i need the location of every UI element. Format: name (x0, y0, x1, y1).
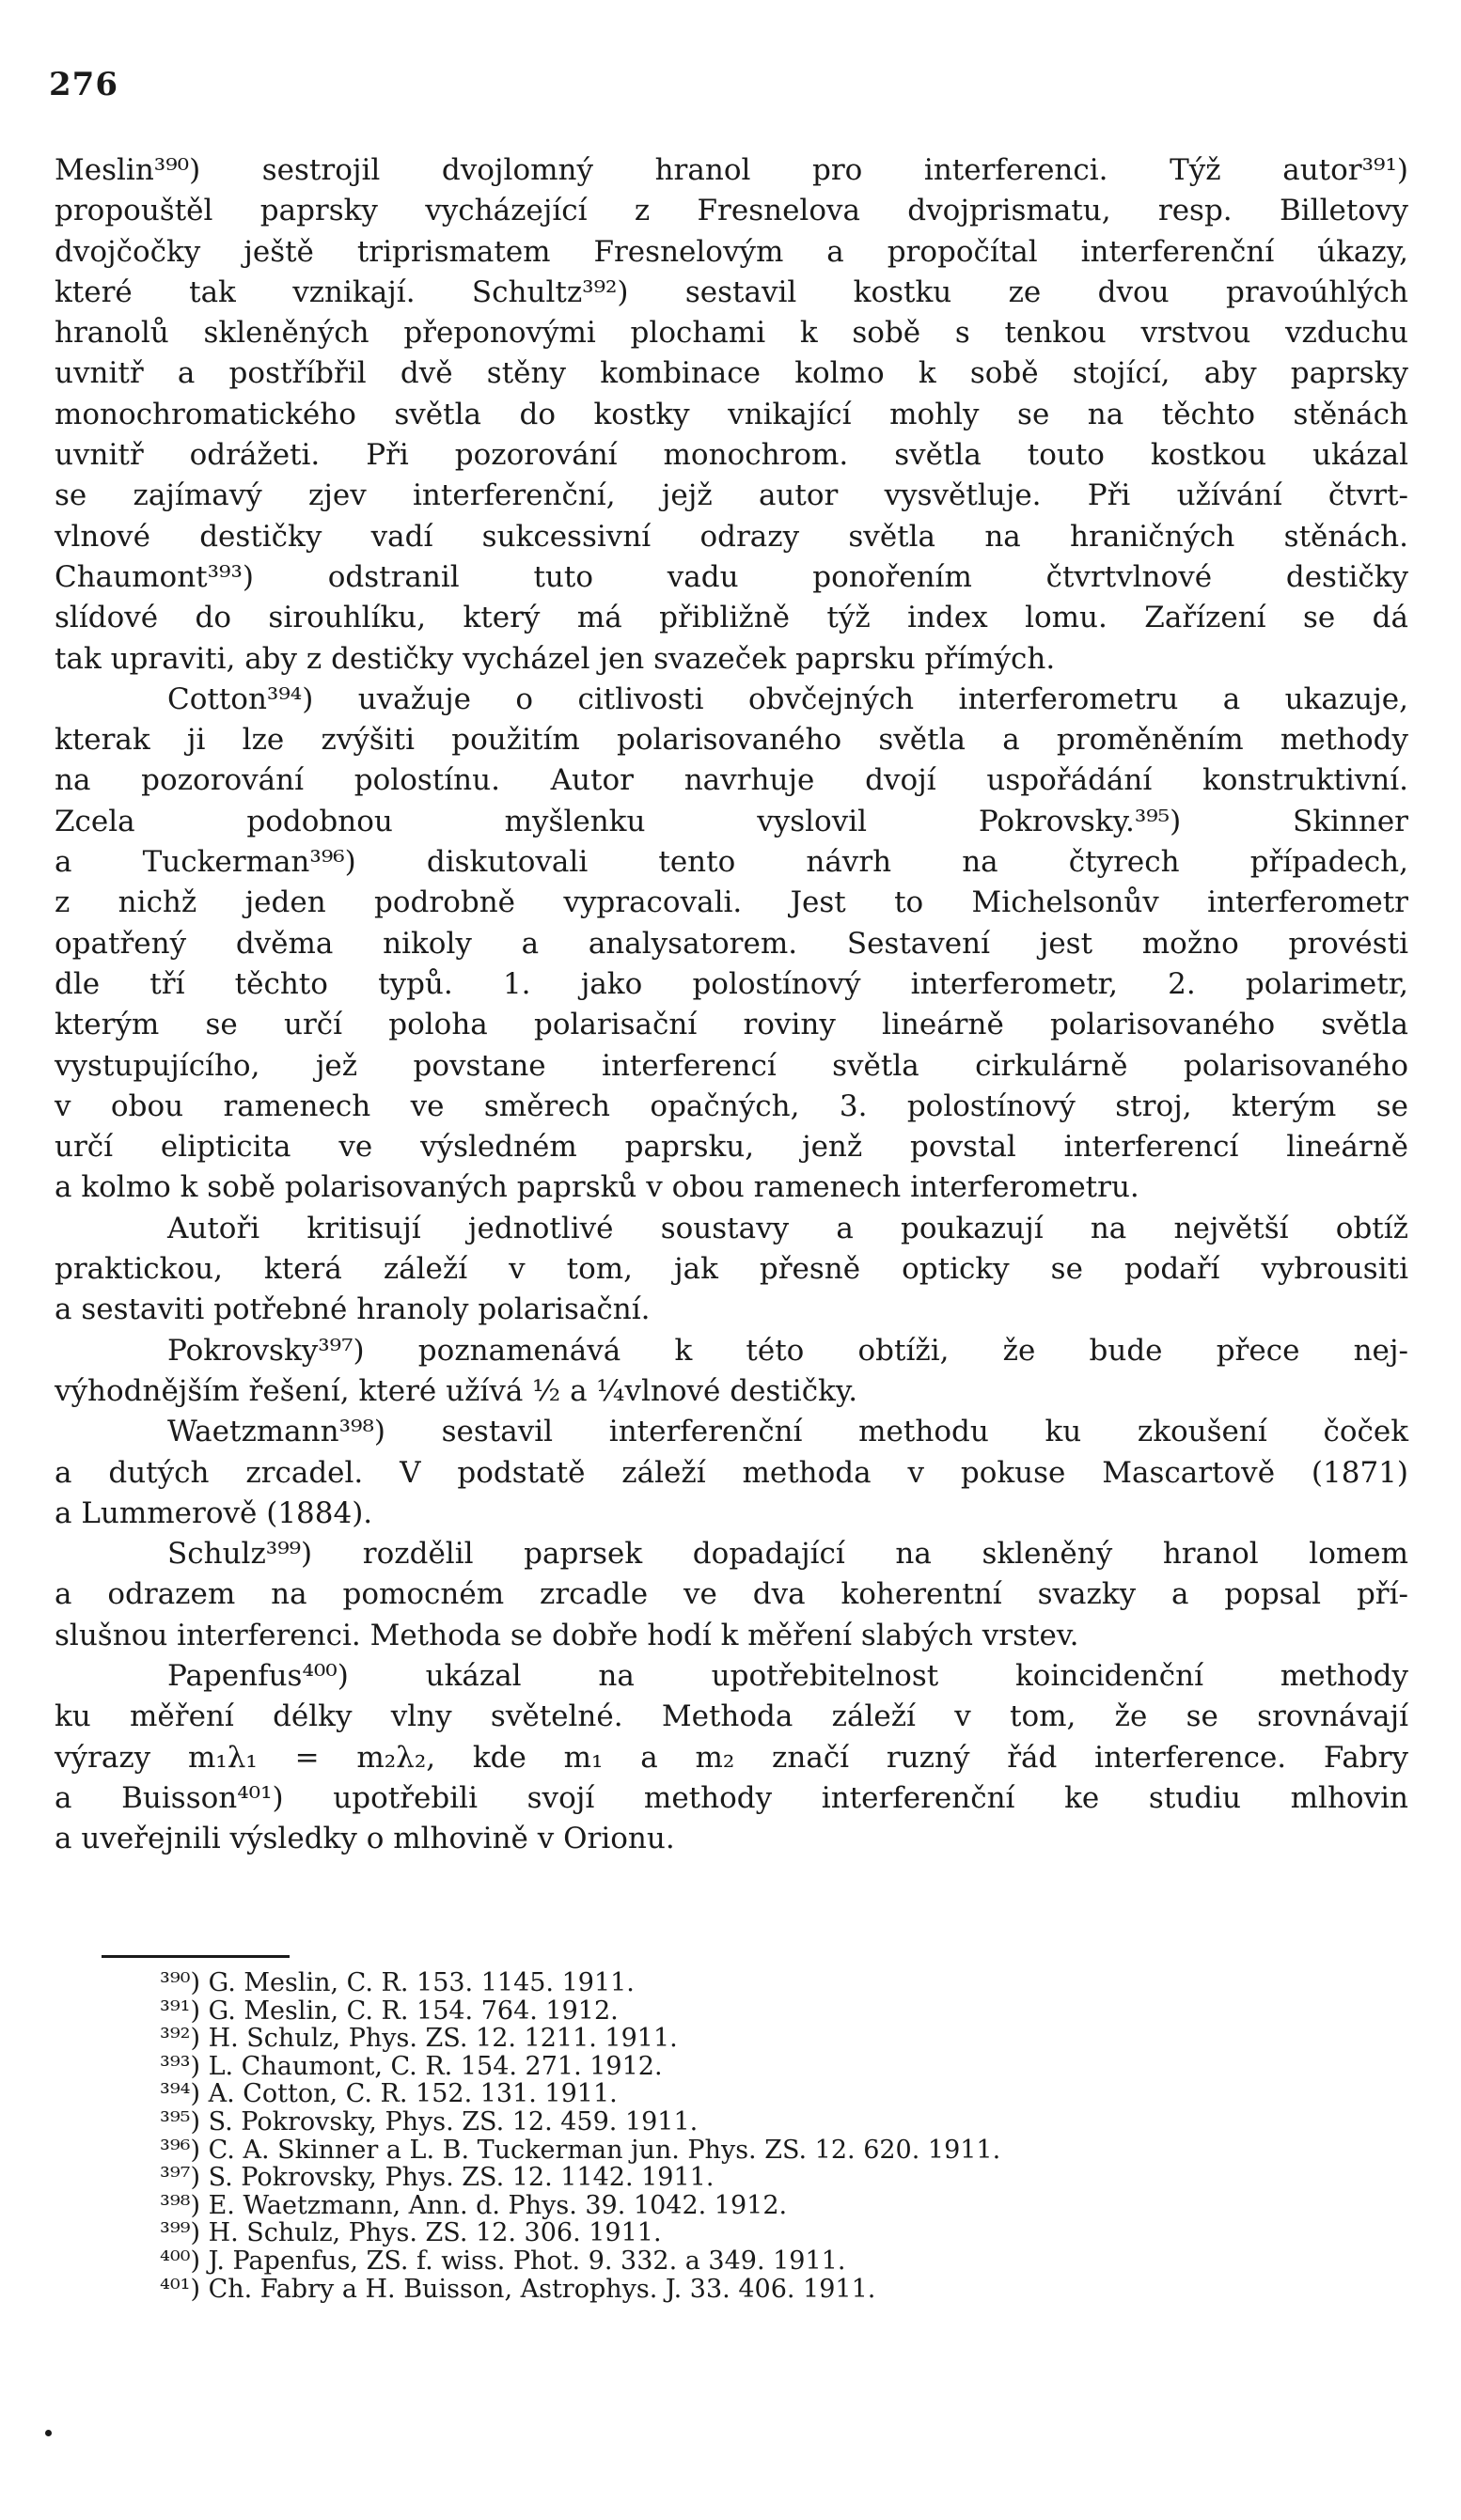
footnote: ³⁹³) L. Chaumont, C. R. 154. 271. 1912. (160, 2051, 663, 2081)
text-line: a sestaviti potřebné hranoly polarisační. (55, 1292, 651, 1327)
text-line: kterým se určí poloha polarisační roviny lineárně polarisovaného světla (55, 1008, 1408, 1042)
text-line: Meslin³⁹⁰) sestrojil dvojlomný hranol pro interferenci. Týž autor³⁹¹) (55, 153, 1408, 187)
text-line: vystupujícího, jež povstane interferencí světla cirkulárně polarisovaného (55, 1048, 1408, 1083)
text-line: slídové do sirouhlíku, který má přibližně týž index lomu. Zařízení se dá (55, 601, 1408, 635)
text-line: uvnitř a postříbřil dvě stěny kombinace kolmo k sobě stojící, aby paprsky (55, 356, 1408, 391)
text-line: praktickou, která záleží v tom, jak přesně opticky se podaří vybrousiti (55, 1252, 1408, 1287)
text-line: a odrazem na pomocném zrcadle ve dva koherentní svazky a popsal pří- (55, 1577, 1408, 1612)
text-line: Schulz³⁹⁹) rozdělil paprsek dopadající na skleněný hranol lomem (167, 1537, 1408, 1572)
footnote: ⁴⁰¹) Ch. Fabry a H. Buisson, Astrophys. J. 33. 406. 1911. (160, 2274, 876, 2304)
footnote: ³⁹⁸) E. Waetzmann, Ann. d. Phys. 39. 1042. 1912. (160, 2190, 788, 2220)
text-line: slušnou interferenci. Methoda se dobře hodí k měření slabých vrstev. (55, 1618, 1079, 1652)
text-line: tak upraviti, aby z destičky vycházel jen svazeček paprsku přímých. (55, 641, 1056, 676)
print-mark (45, 2430, 52, 2436)
text-line: Autoři kritisují jednotlivé soustavy a poukazují na největší obtíž (167, 1211, 1408, 1245)
text-line: které tak vznikají. Schultz³⁹²) sestavil kostku ze dvou pravoúhlých (55, 274, 1408, 309)
footnote: ³⁹¹) G. Meslin, C. R. 154. 764. 1912. (160, 1996, 619, 2026)
text-line: výrazy m₁λ₁ = m₂λ₂, kde m₁ a m₂ značí ruzný řád interference. Fabry (55, 1740, 1408, 1775)
text-line: se zajímavý zjev interferenční, jejž autor vysvětluje. Při užívání čtvrt- (55, 478, 1408, 513)
footnote: ³⁹⁹) H. Schulz, Phys. ZS. 12. 306. 1911. (160, 2218, 662, 2248)
text-line: Pokrovsky³⁹⁷) poznamenává k této obtíži, že bude přece nej- (167, 1333, 1408, 1368)
footnote: ³⁹²) H. Schulz, Phys. ZS. 12. 1211. 1911. (160, 2024, 678, 2054)
text-line: opatřený dvěma nikoly a analysatorem. Sestavení jest možno provésti (55, 926, 1408, 961)
text-line: z nichž jeden podrobně vypracovali. Jest to Michelsonův interferometr (55, 885, 1408, 920)
footnote: ⁴⁰⁰) J. Papenfus, ZS. f. wiss. Phot. 9. 332. a 349. 1911. (160, 2246, 846, 2276)
text-line: propouštěl paprsky vycházející z Fresnelova dvojprismatu, resp. Billetovy (55, 194, 1408, 228)
footnote: ³⁹⁰) G. Meslin, C. R. 153. 1145. 1911. (160, 1968, 635, 1997)
footnote: ³⁹⁴) A. Cotton, C. R. 152. 131. 1911. (160, 2079, 618, 2109)
text-line: kterak ji lze zvýšiti použitím polarisovaného světla a proměněním methody (55, 723, 1408, 758)
text-line: Cotton³⁹⁴) uvažuje o citlivosti obvčejných interferometru a ukazuje, (167, 681, 1408, 716)
text-line: hranolů skleněných přeponovými plochami k sobě s tenkou vrstvou vzduchu (55, 316, 1408, 351)
text-line: a uveřejnili výsledky o mlhovině v Orionu. (55, 1822, 675, 1856)
text-line: monochromatického světla do kostky vnikající mohly se na těchto stěnách (55, 397, 1408, 431)
page-number: 276 (49, 66, 118, 103)
text-line: a kolmo k sobě polarisovaných paprsků v obou ramenech interferometru. (55, 1170, 1139, 1205)
text-line: a Buisson⁴⁰¹) upotřebili svojí methody interferenční ke studiu mlhovin (55, 1780, 1408, 1815)
body-text (55, 150, 1408, 1859)
text-line: a Lummerově (1884). (55, 1495, 373, 1530)
text-line: určí elipticita ve výsledném paprsku, jenž povstal interferencí lineárně (55, 1130, 1408, 1165)
text-line: Papenfus⁴⁰⁰) ukázal na upotřebitelnost koincidenční methody (167, 1658, 1408, 1693)
text-line: uvnitř odrážeti. Při pozorování monochrom. světla touto kostkou ukázal (55, 438, 1408, 473)
text-line: Zcela podobnou myšlenku vyslovil Pokrovsky.³⁹⁵) Skinner (55, 804, 1408, 838)
text-line: výhodnějším řešení, které užívá ½ a ¼vlnové destičky. (55, 1373, 858, 1408)
footnote: ³⁹⁵) S. Pokrovsky, Phys. ZS. 12. 459. 1911. (160, 2106, 699, 2137)
text-line: vlnové destičky vadí sukcessivní odrazy světla na hraničných stěnách. (55, 519, 1408, 554)
text-line: Waetzmann³⁹⁸) sestavil interferenční methodu ku zkoušení čoček (167, 1415, 1408, 1449)
footnote: ³⁹⁶) C. A. Skinner a L. B. Tuckerman jun. Phys. ZS. 12. 620. 1911. (160, 2135, 1001, 2165)
text-line: dle tří těchto typů. 1. jako polostínový interferometr, 2. polarimetr, (55, 966, 1408, 1001)
footnote: ³⁹⁷) S. Pokrovsky, Phys. ZS. 12. 1142. 1911. (160, 2163, 715, 2193)
text-line: ku měření délky vlny světelné. Methoda záleží v tom, že se srovnávají (55, 1699, 1408, 1734)
footnote-separator (102, 1955, 290, 1958)
text-line: a Tuckerman³⁹⁶) diskutovali tento návrh na čtyrech případech, (55, 845, 1408, 880)
text-line: v obou ramenech ve směrech opačných, 3. polostínový stroj, kterým se (55, 1088, 1408, 1123)
text-line: dvojčočky ještě triprismatem Fresnelovým a propočítal interferenční úkazy, (55, 234, 1408, 269)
text-line: na pozorování polostínu. Autor navrhuje dvojí uspořádání konstruktivní. (55, 763, 1408, 798)
text-line: a dutých zrcadel. V podstatě záleží methoda v pokuse Mascartově (1871) (55, 1455, 1408, 1490)
text-line: Chaumont³⁹³) odstranil tuto vadu ponořením čtvrtvlnové destičky (55, 559, 1408, 594)
footnotes (160, 1969, 1420, 2303)
